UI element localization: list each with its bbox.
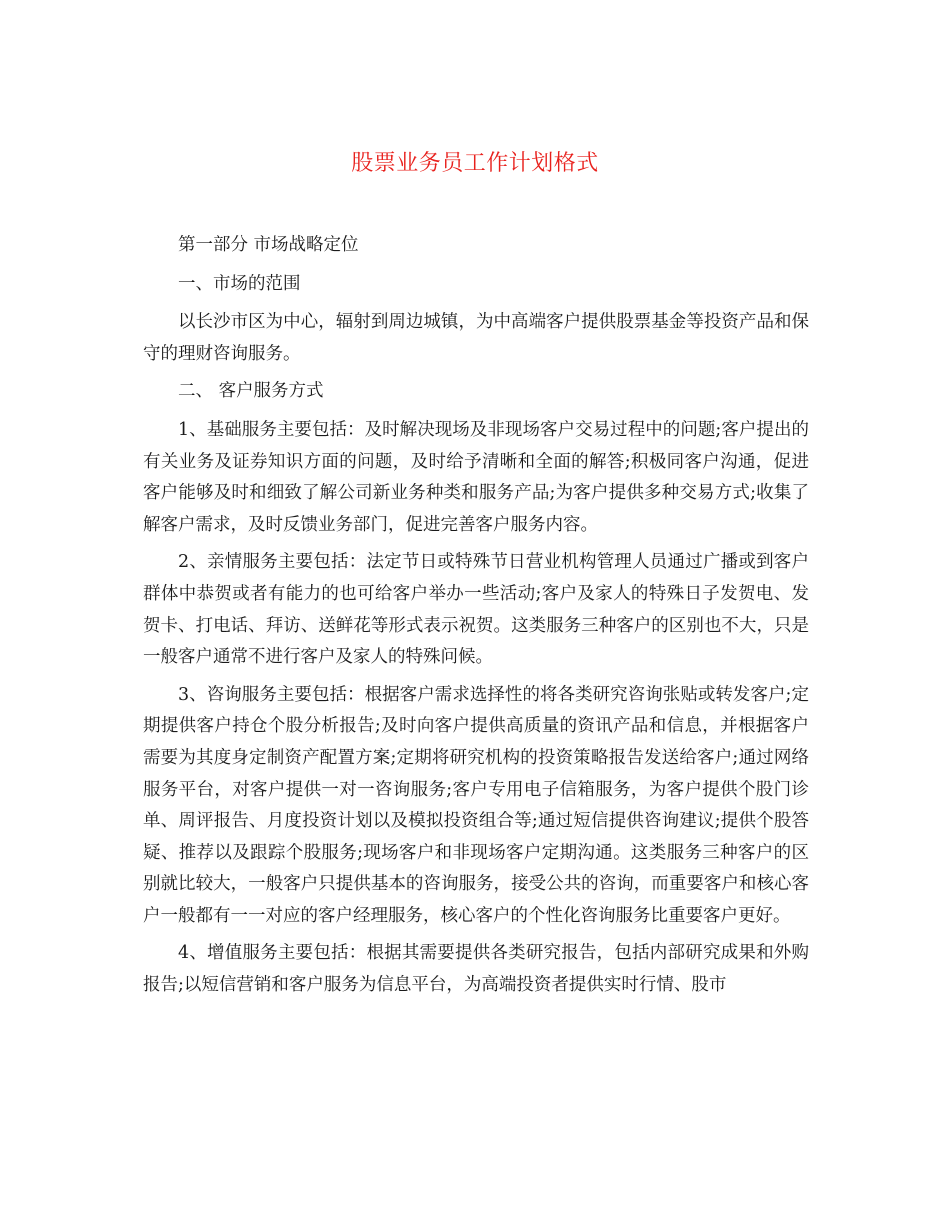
paragraph-personal-service: 2、亲情服务主要包括：法定节日或特殊节日营业机构管理人员通过广播或到客户群体中恭贺或者有能力的也可给客户举办一些活动;客户及家人的特殊日子发贺电、发贺卡、打电话、拜访、送鲜花等形式表示祝贺。这类服务三种客户的区别也不大，只是一般客户通常不进行客户及家人的特殊问候。 <box>143 552 809 668</box>
document-body <box>143 230 809 1008</box>
part-heading: 第一部分 市场战略定位 <box>178 235 359 255</box>
section-heading-service-methods: 二、 客户服务方式 <box>178 381 324 402</box>
paragraph-market-scope: 以长沙市区为中心，辐射到周边城镇，为中高端客户提供股票基金等投资产品和保守的理财咨询服务。 <box>143 312 809 364</box>
paragraph-consulting-service: 3、咨询服务主要包括：根据客户需求选择性的将各类研究咨询张贴或转发客户;定期提供客户持仓个股分析报告;及时向客户提供高质量的资讯产品和信息，并根据客户需要为其度身定制资产配置方案;定期将研究机构的投资策略报告发送给客户;通过网络服务平台，对客户提供一对一咨询服务;客户专用电子信箱服务，为客户提供个股门诊单、周评报告、月度投资计划以及模拟投资组合等;通过短信提供咨询建议;提供个股答疑、推荐以及跟踪个股服务;现场客户和非现场客户定期沟通。这类服务三种客户的区别就比较大，一般客户只提供基本的咨询服务，接受公共的咨询，而重要客户和核心客户一般都有一一对应的客户经理服务，核心客户的个性化咨询服务比重要客户更好。 <box>143 684 809 926</box>
document-title: 股票业务员工作计划格式 <box>351 151 599 176</box>
paragraph-basic-service: 1、基础服务主要包括：及时解决现场及非现场客户交易过程中的问题;客户提出的有关业务及证券知识方面的问题，及时给予清晰和全面的解答;积极同客户沟通，促进客户能够及时和细致了解公司新业务种类和服务产品;为客户提供多种交易方式;收集了解客户需求，及时反馈业务部门，促进完善客户服务内容。 <box>143 419 809 535</box>
paragraph-value-added-service: 4、增值服务主要包括：根据其需要提供各类研究报告，包括内部研究成果和外购报告;以短信营销和客户服务为信息平台，为高端投资者提供实时行情、股市 <box>143 943 809 996</box>
section-heading-market-scope: 一、市场的范围 <box>178 273 301 294</box>
